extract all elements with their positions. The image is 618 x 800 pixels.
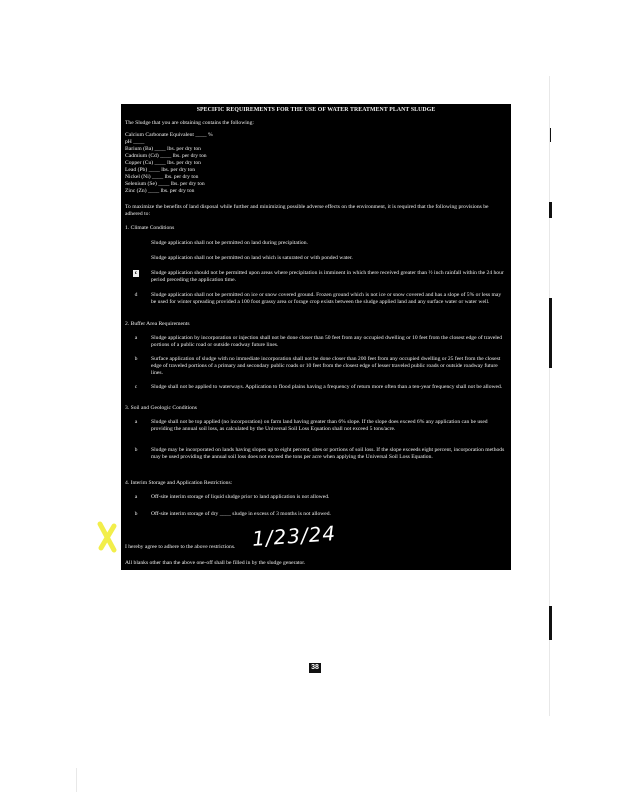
composition-line: Nickel (Ni) ____ lbs. per dry ton [125,174,199,180]
item-label: a [134,335,138,341]
section-heading: 4. Interim Storage and Application Restrictions: [125,480,233,486]
item-text: Off-site interim storage of liquid sludge prior to land application is not allowed. [151,494,330,500]
item-label: b [134,447,138,453]
item-label [129,270,143,277]
item-text: Sludge may be incorporated on lands having slopes up to eight percent, sites or portions of soil loss. If the slope exceeds eight percent, incorporation methods may be used providing the annual soil loss does not exceed the tons per acre when applying the Universal Soil Loss Equation. [151,447,505,460]
handwritten-date: 1/23/24 [251,521,337,551]
scanned-document [121,104,511,570]
item-text: Sludge application shall not be permitted on land which is saturated or with ponded water. [151,255,353,261]
item-label: b [134,356,138,362]
item-text: Sludge shall not be applied to waterways. Application to flood plains having a frequency of return more often than a ten-year frequency shall not be allowed. [151,384,503,390]
composition-line: Selenium (Se) ____ lbs. per dry ton [125,181,205,187]
item-text: Off-site interim storage of dry ____ sludge in excess of 3 months is not allowed. [151,511,331,517]
composition-line: Barium (Ba) ____ lbs. per dry ton [125,146,201,152]
item-text: Sludge application should not be permitted upon areas where precipitation is imminent in which there received greater than ½ inch rainfall within the 24 hour period preceding the application time. [151,270,504,283]
scan-edge-mark [550,128,551,142]
composition-list [125,132,507,195]
item-text: Sludge application shall not be permitted on land during precipitation. [151,240,308,246]
scan-edge-mark [549,298,552,368]
intro-text: The Sludge that you are obtaining contains the following: [125,120,254,126]
item-label: b [134,511,138,517]
composition-line: Cadmium (Cd) ____ lbs. per dry ton [125,153,207,159]
scan-edge-mark [549,202,552,218]
scan-artifact-line [76,768,77,792]
item-label: a [134,419,138,425]
highlighter-x-mark [96,520,120,556]
item-text: Sludge application by incorporation or injection shall not be done closer than 50 feet from any occupied dwelling or 10 feet from the closest edge of traveled portions of a public road or outside roadway future lines. [151,335,503,348]
scan-edge-mark [549,606,552,640]
purpose-paragraph: To maximize the benefits of land disposal while further and minimizing possible adverse effects on the environment, it is required that the following provisions be adhered to: [125,204,489,217]
composition-line: pH ____ [125,139,145,145]
composition-line: Copper (Cu) ____ lbs. per dry ton [125,160,201,166]
composition-line: Lead (Pb) ____ lbs. per dry ton [125,167,196,173]
item-label: d [134,292,138,298]
item-label-box: c [134,270,138,276]
item-label: c [134,384,138,390]
item-text: Surface application of sludge with no immediate incorporation shall not be done closer than 200 feet from any occupied dwelling or 25 feet from the closest edge of traveled portions of a primary and secondary public roads or 10 feet from the closest edge of lesser traveled public roads or outside roadway future lines. [151,356,501,376]
document-title: SPECIFIC REQUIREMENTS FOR THE USE OF WATER TREATMENT PLANT SLUDGE [196,107,436,113]
item-text: Sludge application shall not be permitted on ice or snow covered ground. Frozen ground which is not ice or snow covered and has a slope of 5% or less may be used for winter spreading provided a 100 foot grassy area or forage crop exists between the sludge applied land and any surface water or water well. [151,292,502,305]
section-heading: 3. Soil and Geologic Conditions [125,405,197,411]
section-heading: 1. Climate Conditions [125,225,175,231]
footer-note: All blanks other than the above one-off shall be filled in by the sludge generator. [125,560,306,566]
composition-line: Calcium Carbonate Equivalent ____ % [125,132,213,138]
item-text: Sludge shall not be top applied (no incorporation) on farm land having greater than 6% slope. If the slope does exceed 6% any application can be used providing the annual soil loss, as calculated by the Universal Soil Loss Equation shall not exceed 5 tons/acre. [151,419,488,432]
agreement-line: I hereby agree to adhere to the above restrictions. [125,544,236,550]
page-number: 38 [309,663,321,673]
item-label: a [134,494,138,500]
composition-line: Zinc (Zn) ____ lbs. per dry ton [125,188,195,194]
section-heading: 2. Buffer Area Requirements [125,321,190,327]
